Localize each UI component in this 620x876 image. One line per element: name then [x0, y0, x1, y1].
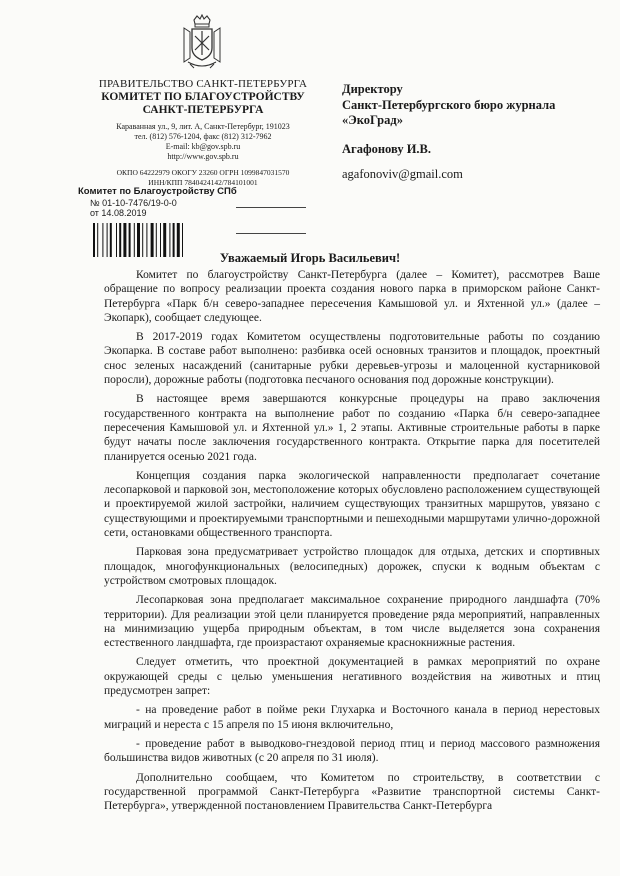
recipient-name: Агафонову И.В. — [342, 142, 432, 156]
recipient-journal: «ЭкоГрад» — [342, 113, 403, 127]
stamp-number: № 01-10-7476/19-0-0 — [90, 197, 177, 208]
body-paragraph: Дополнительно сообщаем, что Комитетом по строительству, в соответствии с государственной программой Санкт-Петербурга «Развитие транспортной системы Санкт-Петербурга», утвержденной постановлением Правительства Санкт-Петербурга — [104, 771, 600, 813]
committee-name-line2: САНКТ-ПЕТЕРБУРГА — [142, 104, 264, 116]
reference-line — [236, 233, 306, 234]
sender-email: E-mail: kb@gov.spb.ru — [165, 142, 241, 151]
body-paragraph: В настоящее время завершаются конкурсные процедуры на право заключения государственного контракта на выполнение работ по созданию «Парка б/н северо-западнее пересечения Камышовой ул. и Яхтенной ул.» 1, 2 этапы. Активные строительные работы в парке будут начаты после заключения государственного контракта. Открытие парка для посетителей планируется осенью 2021 года. — [104, 393, 600, 463]
body-paragraph: Комитет по благоустройству Санкт-Петербурга (далее – Комитет), рассмотрев Ваше обращение по вопросу реализации проекта создания нового парка в приморском районе Санкт-Петербурга «Парк б/н северо-западнее пересечения Камышовой ул. и Яхтенной ул.» (далее – Экопарк), сообщает следующее. — [104, 269, 600, 324]
greeting: Уважаемый Игорь Васильевич! — [219, 251, 401, 265]
sender-codes-line2: ИНН/КПП 7840424142/784101001 — [148, 177, 258, 187]
body-paragraph: Лесопарковая зона предполагает максимальное сохранение природного ландшафта (70% территории). Для реализации этой цели планируется проведение ряда мероприятий, направленных на минимизацию ущерба природным объектам, в том числе выделяется зона сохранения естественного ландшафта, где произрастают охраняемые краснокнижные растения. — [104, 594, 600, 650]
sender-codes-line1: ОКПО 64222979 ОКОГУ 23260 ОГРН 1099847031570 — [116, 168, 290, 177]
committee-name-line1: КОМИТЕТ ПО БЛАГОУСТРОЙСТВУ — [101, 91, 305, 103]
sender-website: http://www.gov.spb.ru — [167, 152, 239, 161]
sender-phone: тел. (812) 576-1204, факс (812) 312-7962 — [134, 132, 272, 141]
government-name: ПРАВИТЕЛЬСТВО САНКТ-ПЕТЕРБУРГА — [98, 78, 308, 90]
letter-body — [104, 268, 600, 818]
body-paragraph: В 2017-2019 годах Комитетом осуществлены подготовительные работы по созданию Экопарка. В составе работ выполнено: разбивка осей основных транзитов и площадок, проектный снос зеленых насаждений (санитарные рубки деревьев-угрозы и малоценной кустарниковой поросли), дорожные работы (подготовка песчаного основания под дорожные конструкции). — [104, 331, 600, 387]
body-paragraph: Парковая зона предусматривает устройство площадок для отдыха, детских и спортивных площадок, многофункциональных (велосипедных) дорожек, спуски к водным объектам с устройством смотровых площадок. — [104, 546, 600, 587]
coat-of-arms-emblem — [180, 14, 224, 70]
sender-header — [88, 78, 318, 187]
body-paragraph: - на проведение работ в пойме реки Глухарка и Восточного канала в период нерестовых миграций и нереста с 15 апреля по 15 июня включительно, — [104, 704, 600, 731]
sender-contacts — [88, 122, 318, 162]
body-paragraph: - проведение работ в выводково-гнездовой период птиц и период массового размножения большинства видов животных (с 20 апреля по 31 июля). — [104, 737, 600, 765]
registration-stamp — [78, 187, 237, 219]
recipient-organization: Санкт-Петербургского бюро журнала — [342, 97, 556, 112]
stamp-date: от 14.08.2019 — [90, 208, 147, 218]
recipient-email: agafonoviv@gmail.com — [342, 167, 463, 181]
reference-line — [236, 207, 306, 208]
recipient-block — [342, 82, 602, 129]
sender-address: Караванная ул., 9, лит. А, Санкт-Петербург, 191023 — [116, 122, 290, 131]
stamp-organization: Комитет по Благоустройству СПб — [78, 186, 237, 197]
body-paragraph: Следует отметить, что проектной документацией в рамках мероприятий по охране окружающей среды с целью уменьшения негативного воздействия на животных и птиц предусмотрен запрет: — [104, 656, 600, 698]
body-paragraph: Концепция создания парка экологической направленности предполагает сочетание лесопарковой и парковой зон, местоположение которых обусловлено расположением существующей и проектируемой жилой застройки, наличием существующих транзитных маршрутов, увязано с существующими и проектируемыми транспортными и пешеходными маршрутами улично-дорожной сети, остановками общественного транспорта. — [104, 469, 600, 540]
recipient-title: Директору — [342, 82, 403, 96]
sender-codes — [88, 168, 318, 187]
